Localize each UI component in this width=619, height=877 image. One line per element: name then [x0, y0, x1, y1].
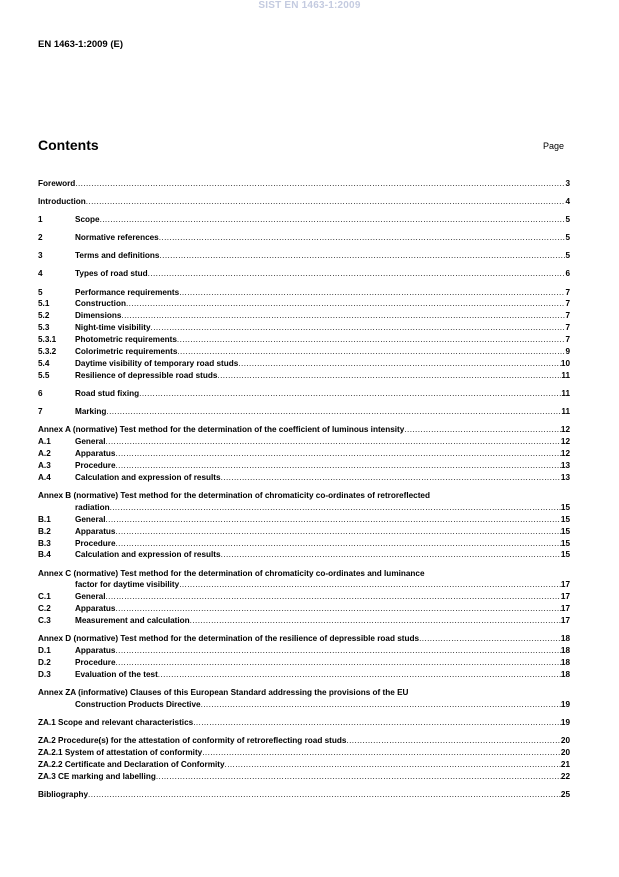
- toc-dot-leader: [159, 250, 565, 262]
- toc-dot-leader: [75, 178, 565, 190]
- toc-entry-title: Normative references: [75, 233, 159, 243]
- toc-dot-leader: [116, 526, 561, 538]
- toc-dot-leader: [201, 699, 561, 711]
- toc-entry-number: D.3: [38, 669, 51, 679]
- toc-entry[interactable]: [38, 388, 570, 400]
- toc-entry[interactable]: [38, 735, 570, 747]
- toc-entry-page: 15: [560, 526, 570, 536]
- toc-entry-page: 6: [565, 269, 570, 279]
- toc-entry-number: D.2: [38, 658, 51, 668]
- toc-entry[interactable]: [38, 196, 570, 208]
- toc-entry-page: 17: [560, 580, 570, 590]
- toc-entry-page: 5: [565, 215, 570, 225]
- toc-entry-number: 6: [38, 389, 43, 398]
- toc-dot-leader: [116, 538, 561, 550]
- toc-entry-title: Measurement and calculation: [75, 616, 190, 626]
- toc-entry-title: ZA.2.1 System of attestation of conformity: [38, 748, 203, 758]
- toc-dot-leader: [126, 298, 565, 310]
- toc-entry-title: Calculation and expression of results: [75, 550, 221, 560]
- toc-dot-leader: [106, 436, 561, 448]
- toc-entry-title: Construction Products Directive: [75, 699, 201, 709]
- page-column-label: Page: [543, 141, 565, 151]
- toc-dot-leader: [116, 645, 561, 657]
- toc-entry-number: 1: [38, 215, 43, 225]
- toc-dot-leader: [156, 771, 561, 783]
- toc-entry-page: 5: [565, 233, 570, 243]
- toc-dot-leader: [121, 310, 565, 322]
- toc-dot-leader: [86, 196, 566, 208]
- toc-entry[interactable]: [38, 334, 570, 346]
- toc-entry-title: Performance requirements: [75, 287, 180, 297]
- toc-entry[interactable]: [38, 579, 570, 591]
- toc-entry-number: C.2: [38, 604, 51, 614]
- toc-entry-title: Annex C (normative) Test method for the determination of chromaticity co-ordinates and luminance: [38, 568, 425, 578]
- toc-dot-leader: [110, 502, 561, 514]
- toc-entry-title: Dimensions: [75, 311, 122, 321]
- toc-entry-page: 25: [560, 789, 570, 799]
- toc-entry[interactable]: [38, 322, 570, 334]
- toc-entry[interactable]: [38, 502, 570, 514]
- toc-dot-leader: [106, 514, 561, 526]
- toc-entry-number: 3: [38, 251, 43, 261]
- toc-entry[interactable]: [38, 759, 570, 771]
- toc-entry[interactable]: [38, 214, 570, 226]
- toc-entry-title: ZA.2 Procedure(s) for the attestation of conformity of retroreflecting road studs: [38, 736, 347, 746]
- toc-entry-number: B.3: [38, 538, 51, 548]
- toc-dot-leader: [159, 232, 566, 244]
- toc-entry[interactable]: [38, 591, 570, 603]
- toc-entry-page: 20: [560, 736, 570, 746]
- toc-entry-title: Annex D (normative) Test method for the determination of the resilience of depressible road studs: [38, 634, 420, 644]
- toc-entry-title: Introduction: [38, 197, 86, 207]
- toc-dot-leader: [225, 759, 561, 771]
- toc-entry-number: A.2: [38, 449, 51, 458]
- toc-entry[interactable]: [38, 789, 570, 801]
- toc-entry[interactable]: [38, 747, 570, 759]
- toc-dot-leader: [179, 287, 565, 299]
- toc-entry-page: 22: [560, 771, 570, 781]
- toc-entry[interactable]: [38, 657, 570, 669]
- toc-entry-title: ZA.1 Scope and relevant characteristics: [38, 718, 194, 728]
- toc-entry[interactable]: [38, 370, 570, 382]
- toc-entry-page: 7: [565, 311, 570, 321]
- toc-entry[interactable]: [38, 615, 570, 627]
- toc-entry[interactable]: [38, 699, 570, 711]
- toc-dot-leader: [404, 424, 561, 436]
- toc-entry-title: Daytime visibility of temporary road studs: [75, 359, 239, 368]
- toc-entry-title: Procedure: [75, 460, 116, 470]
- toc-entry-page: 11: [561, 389, 570, 398]
- toc-entry-title: Apparatus: [75, 449, 116, 458]
- toc-entry[interactable]: [38, 298, 570, 310]
- toc-dot-leader: [217, 370, 561, 382]
- toc-dot-leader: [190, 615, 561, 627]
- toc-dot-leader: [158, 669, 561, 681]
- toc-dot-leader: [202, 747, 561, 759]
- toc-entry-title: Annex ZA (informative) Clauses of this European Standard addressing the provisions of the EU: [38, 688, 409, 698]
- toc-entry-title: Road stud fixing: [75, 389, 140, 398]
- toc-dot-leader: [116, 657, 561, 669]
- toc-dot-leader: [139, 388, 561, 400]
- toc-entry-title: Night-time visibility: [75, 323, 151, 333]
- toc-entry-number: 7: [38, 407, 43, 417]
- toc-entry[interactable]: [38, 771, 570, 783]
- toc-entry-page: 18: [560, 658, 570, 668]
- toc-entry[interactable]: [38, 232, 570, 244]
- toc-entry-number: B.4: [38, 550, 51, 560]
- toc-entry-page: 7: [565, 323, 570, 333]
- toc-entry-title: Procedure: [75, 538, 116, 548]
- toc-entry[interactable]: [38, 436, 570, 448]
- toc-entry-number: 5.5: [38, 370, 50, 380]
- table-of-contents: [38, 178, 570, 801]
- toc-dot-leader: [116, 460, 561, 472]
- toc-entry-page: 18: [560, 646, 570, 656]
- toc-entry[interactable]: [38, 526, 570, 538]
- toc-entry[interactable]: [38, 310, 570, 322]
- toc-dot-leader: [221, 472, 561, 484]
- toc-entry-number: C.1: [38, 592, 51, 602]
- toc-entry-page: 7: [565, 335, 570, 345]
- toc-entry-page: 5: [565, 251, 570, 261]
- toc-entry-number: A.4: [38, 472, 51, 482]
- toc-entry[interactable]: [38, 406, 570, 418]
- toc-entry-page: 7: [565, 299, 570, 309]
- toc-entry-number: A.3: [38, 460, 51, 470]
- toc-dot-leader: [179, 579, 561, 591]
- toc-entry-page: 3: [565, 179, 570, 188]
- toc-entry[interactable]: [38, 645, 570, 657]
- toc-dot-leader: [106, 406, 561, 418]
- toc-entry-title: ZA.2.2 Certificate and Declaration of Conformity: [38, 759, 225, 769]
- toc-entry-page: 17: [560, 604, 570, 614]
- toc-entry-page: 7: [565, 287, 570, 297]
- toc-entry-page: 11: [561, 370, 570, 380]
- toc-entry-page: 15: [560, 514, 570, 524]
- toc-entry[interactable]: [38, 669, 570, 681]
- toc-entry-title: Resilience of depressible road studs: [75, 370, 218, 380]
- toc-entry[interactable]: [38, 250, 570, 262]
- toc-entry-number: B.2: [38, 526, 51, 536]
- toc-dot-leader: [238, 358, 561, 370]
- toc-dot-leader: [116, 448, 561, 460]
- toc-dot-leader: [346, 735, 560, 747]
- toc-entry-title: Construction: [75, 299, 126, 309]
- toc-entry[interactable]: [38, 549, 570, 561]
- toc-entry-title: Evaluation of the test: [75, 669, 158, 679]
- document-id: EN 1463-1:2009 (E): [38, 39, 124, 50]
- toc-entry[interactable]: [38, 448, 570, 460]
- toc-entry-title: Terms and definitions: [75, 251, 160, 261]
- toc-entry-number: 5.1: [38, 299, 50, 309]
- toc-entry-page: 15: [560, 538, 570, 548]
- toc-entry[interactable]: [38, 268, 570, 280]
- toc-entry[interactable]: [38, 358, 570, 370]
- toc-entry-title: Calculation and expression of results: [75, 472, 221, 482]
- toc-entry[interactable]: [38, 603, 570, 615]
- toc-entry-page: 19: [560, 718, 570, 728]
- toc-entry-page: 9: [565, 347, 570, 357]
- toc-entry[interactable]: [38, 178, 570, 190]
- toc-entry-number: 2: [38, 233, 43, 243]
- toc-entry-title: General: [75, 437, 106, 447]
- toc-entry-title: Apparatus: [75, 646, 116, 656]
- toc-entry-number: A.1: [38, 437, 51, 447]
- toc-entry-title: Foreword: [38, 179, 76, 188]
- toc-dot-leader: [221, 549, 561, 561]
- toc-entry-page: 12: [560, 437, 570, 447]
- toc-entry[interactable]: [38, 687, 570, 699]
- toc-entry-title: Annex B (normative) Test method for the determination of chromaticity co-ordinates of retroreflected: [38, 490, 430, 500]
- toc-entry-number: 4: [38, 269, 43, 279]
- toc-entry-number: 5.3: [38, 323, 50, 333]
- toc-entry-page: 13: [560, 460, 570, 470]
- toc-entry-number: 5.3.2: [38, 347, 57, 357]
- toc-entry-title: ZA.3 CE marking and labelling: [38, 771, 156, 781]
- toc-entry[interactable]: [38, 460, 570, 472]
- toc-entry-page: 12: [560, 449, 570, 458]
- toc-entry-page: 18: [560, 634, 570, 644]
- toc-dot-leader: [88, 789, 561, 801]
- toc-dot-leader: [193, 717, 561, 729]
- toc-entry-number: 5.2: [38, 311, 50, 321]
- toc-entry-page: 17: [560, 616, 570, 626]
- toc-entry[interactable]: [38, 490, 570, 502]
- toc-entry-page: 18: [560, 669, 570, 679]
- toc-entry-page: 19: [560, 699, 570, 709]
- toc-entry-title: Procedure: [75, 658, 116, 668]
- toc-entry-title: Apparatus: [75, 526, 116, 536]
- toc-entry-number: 5.3.1: [38, 335, 57, 345]
- toc-entry-title: Colorimetric requirements: [75, 347, 178, 357]
- toc-entry-title: General: [75, 514, 106, 524]
- toc-entry-number: B.1: [38, 514, 51, 524]
- toc-dot-leader: [151, 322, 566, 334]
- toc-entry-page: 4: [565, 197, 570, 207]
- toc-entry-page: 17: [560, 592, 570, 602]
- toc-entry-page: 21: [560, 759, 570, 769]
- toc-entry-page: 20: [560, 748, 570, 758]
- toc-entry[interactable]: [38, 633, 570, 645]
- toc-entry-page: 15: [560, 550, 570, 560]
- toc-entry-title: Annex A (normative) Test method for the determination of the coefficient of luminous intensity: [38, 425, 405, 435]
- page-title: Contents: [38, 137, 99, 153]
- toc-entry-page: 12: [560, 425, 570, 435]
- toc-entry-number: C.3: [38, 616, 51, 626]
- toc-entry-title: Marking: [75, 407, 107, 417]
- toc-entry[interactable]: [38, 472, 570, 484]
- toc-dot-leader: [116, 603, 561, 615]
- toc-entry-title: Scope: [75, 215, 100, 225]
- toc-entry-page: 13: [560, 472, 570, 482]
- toc-entry[interactable]: [38, 287, 570, 299]
- toc-entry-page: 10: [560, 359, 570, 368]
- toc-dot-leader: [100, 214, 566, 226]
- toc-entry-number: D.1: [38, 646, 51, 656]
- toc-entry[interactable]: [38, 538, 570, 550]
- toc-entry-title: factor for daytime visibility: [75, 580, 180, 590]
- toc-entry-title: Types of road stud: [75, 269, 148, 279]
- toc-entry-title: Photometric requirements: [75, 335, 177, 345]
- toc-entry[interactable]: [38, 514, 570, 526]
- toc-entry[interactable]: [38, 717, 570, 729]
- toc-dot-leader: [419, 633, 561, 645]
- toc-entry[interactable]: [38, 346, 570, 358]
- toc-entry-number: 5: [38, 287, 43, 297]
- toc-entry-number: 5.4: [38, 359, 50, 368]
- toc-dot-leader: [177, 346, 565, 358]
- toc-entry-title: Apparatus: [75, 604, 116, 614]
- toc-entry-title: radiation: [75, 502, 110, 512]
- toc-entry-page: 11: [561, 407, 570, 417]
- watermark: SIST EN 1463-1:2009: [258, 0, 361, 11]
- toc-entry[interactable]: [38, 568, 570, 580]
- toc-entry[interactable]: [38, 424, 570, 436]
- toc-entry-title: Bibliography: [38, 789, 89, 799]
- toc-dot-leader: [106, 591, 561, 603]
- toc-entry-title: General: [75, 592, 106, 602]
- toc-dot-leader: [177, 334, 566, 346]
- toc-entry-page: 15: [560, 502, 570, 512]
- toc-dot-leader: [148, 268, 566, 280]
